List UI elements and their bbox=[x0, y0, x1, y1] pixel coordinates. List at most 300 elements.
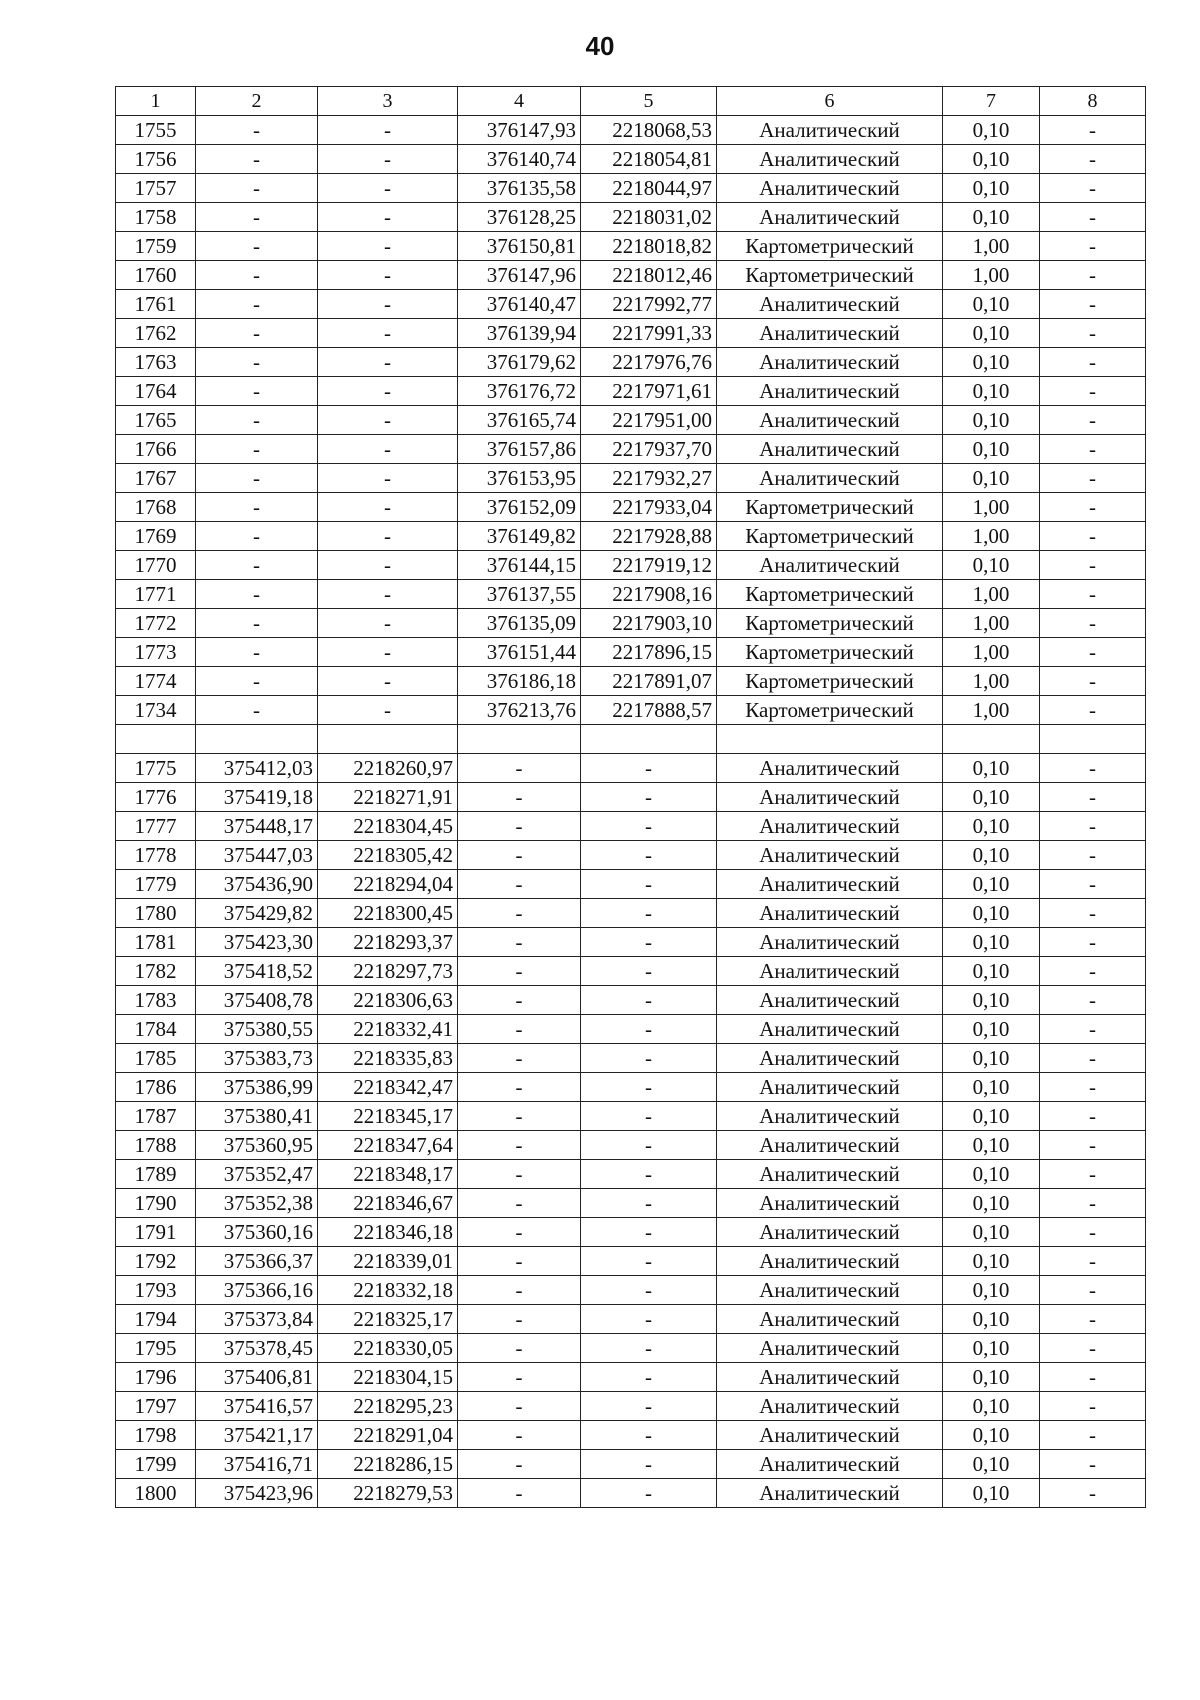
table-row bbox=[116, 1363, 1146, 1392]
cell-y-coordinate-2: - bbox=[581, 1392, 717, 1421]
page-number: 40 bbox=[585, 31, 615, 61]
table-row bbox=[116, 1421, 1146, 1450]
cell-note: - bbox=[1040, 1247, 1146, 1276]
cell-x-coordinate: 375412,03 bbox=[196, 754, 318, 783]
cell-x-coordinate: - bbox=[196, 609, 318, 638]
column-header-1: 1 bbox=[116, 87, 196, 116]
cell-point-number: 1764 bbox=[116, 377, 196, 406]
cell-accuracy: 1,00 bbox=[943, 522, 1040, 551]
table-row bbox=[116, 551, 1146, 580]
cell-point-number: 1780 bbox=[116, 899, 196, 928]
cell-accuracy: 1,00 bbox=[943, 493, 1040, 522]
cell-accuracy: 0,10 bbox=[943, 1073, 1040, 1102]
table-row bbox=[116, 435, 1146, 464]
cell-note: - bbox=[1040, 1276, 1146, 1305]
cell-x-coordinate: - bbox=[196, 377, 318, 406]
table-row bbox=[116, 290, 1146, 319]
cell-x-coordinate: 375352,38 bbox=[196, 1189, 318, 1218]
table-row bbox=[116, 1334, 1146, 1363]
cell-point-number: 1773 bbox=[116, 638, 196, 667]
cell-method: Аналитический bbox=[717, 1334, 943, 1363]
cell-x-coordinate: - bbox=[196, 406, 318, 435]
cell-note: - bbox=[1040, 406, 1146, 435]
cell-method: Аналитический bbox=[717, 870, 943, 899]
cell-accuracy: 1,00 bbox=[943, 667, 1040, 696]
cell-accuracy: 0,10 bbox=[943, 1247, 1040, 1276]
cell-point-number: 1777 bbox=[116, 812, 196, 841]
cell-x-coordinate: - bbox=[196, 638, 318, 667]
cell-y-coordinate: - bbox=[318, 551, 458, 580]
cell-accuracy: 1,00 bbox=[943, 638, 1040, 667]
table-row bbox=[116, 174, 1146, 203]
cell-x-coordinate: - bbox=[196, 493, 318, 522]
table-body bbox=[116, 87, 1146, 1508]
cell-note: - bbox=[1040, 348, 1146, 377]
cell-accuracy: 0,10 bbox=[943, 1305, 1040, 1334]
cell-accuracy: 0,10 bbox=[943, 812, 1040, 841]
cell-y-coordinate: 2218294,04 bbox=[318, 870, 458, 899]
cell-point-number: 1785 bbox=[116, 1044, 196, 1073]
cell-accuracy: 0,10 bbox=[943, 841, 1040, 870]
cell-x-coordinate: 375448,17 bbox=[196, 812, 318, 841]
cell-point-number: 1781 bbox=[116, 928, 196, 957]
cell-note: - bbox=[1040, 1450, 1146, 1479]
cell-x-coordinate: 375366,37 bbox=[196, 1247, 318, 1276]
cell-method: Аналитический bbox=[717, 1073, 943, 1102]
cell-accuracy: 1,00 bbox=[943, 261, 1040, 290]
cell-y-coordinate-2: 2217933,04 bbox=[581, 493, 717, 522]
cell-x-coordinate-2: 376135,09 bbox=[458, 609, 581, 638]
cell-y-coordinate: - bbox=[318, 696, 458, 725]
cell-accuracy: 0,10 bbox=[943, 464, 1040, 493]
cell-y-coordinate: 2218260,97 bbox=[318, 754, 458, 783]
cell-accuracy: 0,10 bbox=[943, 1015, 1040, 1044]
cell-x-coordinate-2: - bbox=[458, 899, 581, 928]
cell-y-coordinate: 2218305,42 bbox=[318, 841, 458, 870]
cell-x-coordinate-2: 376140,47 bbox=[458, 290, 581, 319]
cell-y-coordinate-2: - bbox=[581, 986, 717, 1015]
cell-y-coordinate-2: - bbox=[581, 1044, 717, 1073]
cell-method: Картометрический bbox=[717, 261, 943, 290]
cell-point-number: 1769 bbox=[116, 522, 196, 551]
cell-y-coordinate: 2218335,83 bbox=[318, 1044, 458, 1073]
table-row bbox=[116, 1102, 1146, 1131]
cell-note: - bbox=[1040, 1479, 1146, 1508]
cell-x-coordinate-2: - bbox=[458, 1392, 581, 1421]
cell-y-coordinate-2: 2217891,07 bbox=[581, 667, 717, 696]
cell-y-coordinate: 2218271,91 bbox=[318, 783, 458, 812]
cell-point-number: 1792 bbox=[116, 1247, 196, 1276]
cell-point-number bbox=[116, 725, 196, 754]
cell-point-number: 1790 bbox=[116, 1189, 196, 1218]
cell-method: Картометрический bbox=[717, 667, 943, 696]
table-row bbox=[116, 1218, 1146, 1247]
cell-note: - bbox=[1040, 957, 1146, 986]
cell-note: - bbox=[1040, 290, 1146, 319]
cell-y-coordinate: 2218304,15 bbox=[318, 1363, 458, 1392]
cell-method: Аналитический bbox=[717, 319, 943, 348]
table-row bbox=[116, 1044, 1146, 1073]
cell-note: - bbox=[1040, 319, 1146, 348]
table-row bbox=[116, 696, 1146, 725]
cell-y-coordinate: - bbox=[318, 435, 458, 464]
cell-y-coordinate-2: - bbox=[581, 841, 717, 870]
cell-x-coordinate-2: - bbox=[458, 1189, 581, 1218]
cell-y-coordinate-2: 2217976,76 bbox=[581, 348, 717, 377]
cell-x-coordinate: 375380,55 bbox=[196, 1015, 318, 1044]
cell-y-coordinate-2: - bbox=[581, 812, 717, 841]
cell-y-coordinate: 2218279,53 bbox=[318, 1479, 458, 1508]
cell-y-coordinate-2: - bbox=[581, 957, 717, 986]
cell-x-coordinate: 375378,45 bbox=[196, 1334, 318, 1363]
cell-method: Аналитический bbox=[717, 145, 943, 174]
table-row bbox=[116, 464, 1146, 493]
cell-x-coordinate-2: 376213,76 bbox=[458, 696, 581, 725]
cell-point-number: 1767 bbox=[116, 464, 196, 493]
cell-y-coordinate-2: - bbox=[581, 870, 717, 899]
cell-x-coordinate-2: - bbox=[458, 1160, 581, 1189]
cell-note: - bbox=[1040, 1421, 1146, 1450]
cell-accuracy: 0,10 bbox=[943, 899, 1040, 928]
cell-accuracy: 0,10 bbox=[943, 145, 1040, 174]
cell-y-coordinate-2: 2217928,88 bbox=[581, 522, 717, 551]
cell-y-coordinate: - bbox=[318, 377, 458, 406]
cell-note: - bbox=[1040, 261, 1146, 290]
cell-note: - bbox=[1040, 812, 1146, 841]
cell-y-coordinate: 2218297,73 bbox=[318, 957, 458, 986]
cell-x-coordinate: 375423,30 bbox=[196, 928, 318, 957]
cell-method: Аналитический bbox=[717, 928, 943, 957]
cell-accuracy: 0,10 bbox=[943, 754, 1040, 783]
table-row bbox=[116, 232, 1146, 261]
cell-note: - bbox=[1040, 145, 1146, 174]
cell-x-coordinate: 375419,18 bbox=[196, 783, 318, 812]
cell-point-number: 1771 bbox=[116, 580, 196, 609]
cell-accuracy: 0,10 bbox=[943, 870, 1040, 899]
cell-point-number: 1765 bbox=[116, 406, 196, 435]
cell-x-coordinate-2: 376140,74 bbox=[458, 145, 581, 174]
cell-x-coordinate-2: 376153,95 bbox=[458, 464, 581, 493]
cell-accuracy: 0,10 bbox=[943, 290, 1040, 319]
cell-note: - bbox=[1040, 870, 1146, 899]
cell-x-coordinate-2: 376151,44 bbox=[458, 638, 581, 667]
cell-y-coordinate-2: 2217932,27 bbox=[581, 464, 717, 493]
cell-method: Аналитический bbox=[717, 986, 943, 1015]
cell-x-coordinate: 375416,71 bbox=[196, 1450, 318, 1479]
cell-method: Аналитический bbox=[717, 377, 943, 406]
cell-y-coordinate-2: 2217919,12 bbox=[581, 551, 717, 580]
cell-point-number: 1800 bbox=[116, 1479, 196, 1508]
cell-x-coordinate: 375360,95 bbox=[196, 1131, 318, 1160]
cell-accuracy: 0,10 bbox=[943, 1479, 1040, 1508]
cell-point-number: 1794 bbox=[116, 1305, 196, 1334]
table-row bbox=[116, 348, 1146, 377]
table-row bbox=[116, 725, 1146, 754]
cell-method: Аналитический bbox=[717, 1247, 943, 1276]
cell-method: Аналитический bbox=[717, 1044, 943, 1073]
cell-y-coordinate-2: 2218031,02 bbox=[581, 203, 717, 232]
cell-y-coordinate-2: 2217888,57 bbox=[581, 696, 717, 725]
cell-accuracy: 0,10 bbox=[943, 377, 1040, 406]
cell-y-coordinate: - bbox=[318, 348, 458, 377]
cell-x-coordinate: - bbox=[196, 580, 318, 609]
cell-note: - bbox=[1040, 1102, 1146, 1131]
cell-note: - bbox=[1040, 986, 1146, 1015]
cell-x-coordinate: 375447,03 bbox=[196, 841, 318, 870]
table-header-row bbox=[116, 87, 1146, 116]
cell-point-number: 1756 bbox=[116, 145, 196, 174]
cell-point-number: 1783 bbox=[116, 986, 196, 1015]
cell-accuracy: 0,10 bbox=[943, 1392, 1040, 1421]
table-row bbox=[116, 1131, 1146, 1160]
cell-x-coordinate-2: - bbox=[458, 1276, 581, 1305]
cell-x-coordinate: 375360,16 bbox=[196, 1218, 318, 1247]
table-row bbox=[116, 1015, 1146, 1044]
cell-accuracy: 0,10 bbox=[943, 1276, 1040, 1305]
cell-method: Аналитический bbox=[717, 1160, 943, 1189]
cell-note: - bbox=[1040, 754, 1146, 783]
cell-x-coordinate: - bbox=[196, 522, 318, 551]
table-row bbox=[116, 1392, 1146, 1421]
cell-y-coordinate-2: - bbox=[581, 928, 717, 957]
cell-accuracy: 0,10 bbox=[943, 1363, 1040, 1392]
cell-x-coordinate: 375366,16 bbox=[196, 1276, 318, 1305]
cell-x-coordinate-2: 376150,81 bbox=[458, 232, 581, 261]
cell-point-number: 1766 bbox=[116, 435, 196, 464]
cell-method: Аналитический bbox=[717, 1479, 943, 1508]
cell-note: - bbox=[1040, 203, 1146, 232]
cell-x-coordinate-2: - bbox=[458, 1102, 581, 1131]
cell-point-number: 1762 bbox=[116, 319, 196, 348]
cell-y-coordinate: - bbox=[318, 290, 458, 319]
cell-accuracy: 0,10 bbox=[943, 203, 1040, 232]
cell-method: Аналитический bbox=[717, 348, 943, 377]
cell-y-coordinate-2: 2217903,10 bbox=[581, 609, 717, 638]
cell-note: - bbox=[1040, 116, 1146, 145]
cell-x-coordinate-2: - bbox=[458, 1334, 581, 1363]
cell-accuracy: 0,10 bbox=[943, 1189, 1040, 1218]
cell-method: Аналитический bbox=[717, 290, 943, 319]
cell-x-coordinate-2: - bbox=[458, 1247, 581, 1276]
cell-y-coordinate-2: - bbox=[581, 899, 717, 928]
table-row bbox=[116, 928, 1146, 957]
cell-note: - bbox=[1040, 1015, 1146, 1044]
cell-x-coordinate: - bbox=[196, 290, 318, 319]
cell-y-coordinate: - bbox=[318, 319, 458, 348]
cell-x-coordinate: 375416,57 bbox=[196, 1392, 318, 1421]
cell-accuracy: 0,10 bbox=[943, 1334, 1040, 1363]
cell-note: - bbox=[1040, 1334, 1146, 1363]
column-header-4: 4 bbox=[458, 87, 581, 116]
cell-note: - bbox=[1040, 1392, 1146, 1421]
cell-point-number: 1795 bbox=[116, 1334, 196, 1363]
cell-y-coordinate bbox=[318, 725, 458, 754]
cell-method: Картометрический bbox=[717, 522, 943, 551]
cell-method: Аналитический bbox=[717, 812, 943, 841]
table-row bbox=[116, 638, 1146, 667]
cell-accuracy: 0,10 bbox=[943, 174, 1040, 203]
cell-method: Аналитический bbox=[717, 1131, 943, 1160]
cell-y-coordinate: 2218286,15 bbox=[318, 1450, 458, 1479]
table-row bbox=[116, 406, 1146, 435]
cell-y-coordinate: - bbox=[318, 464, 458, 493]
coordinates-table bbox=[115, 86, 1146, 1508]
cell-point-number: 1761 bbox=[116, 290, 196, 319]
cell-x-coordinate-2: - bbox=[458, 1479, 581, 1508]
cell-point-number: 1779 bbox=[116, 870, 196, 899]
cell-x-coordinate-2: 376137,55 bbox=[458, 580, 581, 609]
cell-x-coordinate-2: - bbox=[458, 1131, 581, 1160]
cell-x-coordinate-2: - bbox=[458, 1073, 581, 1102]
cell-x-coordinate-2: 376176,72 bbox=[458, 377, 581, 406]
cell-x-coordinate: - bbox=[196, 145, 318, 174]
cell-y-coordinate-2: - bbox=[581, 1334, 717, 1363]
table-row bbox=[116, 203, 1146, 232]
cell-method: Аналитический bbox=[717, 174, 943, 203]
cell-x-coordinate-2: - bbox=[458, 754, 581, 783]
cell-method: Картометрический bbox=[717, 232, 943, 261]
cell-y-coordinate: 2218291,04 bbox=[318, 1421, 458, 1450]
cell-y-coordinate-2: - bbox=[581, 1276, 717, 1305]
cell-x-coordinate: - bbox=[196, 203, 318, 232]
cell-x-coordinate: - bbox=[196, 551, 318, 580]
column-header-8: 8 bbox=[1040, 87, 1146, 116]
table-row bbox=[116, 1073, 1146, 1102]
cell-note: - bbox=[1040, 1363, 1146, 1392]
cell-x-coordinate: 375386,99 bbox=[196, 1073, 318, 1102]
cell-x-coordinate-2: 376147,93 bbox=[458, 116, 581, 145]
table-row bbox=[116, 812, 1146, 841]
cell-accuracy: 0,10 bbox=[943, 348, 1040, 377]
cell-y-coordinate-2: 2218054,81 bbox=[581, 145, 717, 174]
table-row bbox=[116, 609, 1146, 638]
cell-method: Аналитический bbox=[717, 1363, 943, 1392]
cell-method: Аналитический bbox=[717, 754, 943, 783]
cell-x-coordinate-2: - bbox=[458, 957, 581, 986]
cell-y-coordinate: - bbox=[318, 609, 458, 638]
cell-y-coordinate: 2218339,01 bbox=[318, 1247, 458, 1276]
cell-point-number: 1757 bbox=[116, 174, 196, 203]
cell-x-coordinate: - bbox=[196, 319, 318, 348]
cell-accuracy: 1,00 bbox=[943, 609, 1040, 638]
cell-point-number: 1797 bbox=[116, 1392, 196, 1421]
cell-note: - bbox=[1040, 1044, 1146, 1073]
cell-x-coordinate: 375436,90 bbox=[196, 870, 318, 899]
column-header-5: 5 bbox=[581, 87, 717, 116]
cell-method: Аналитический bbox=[717, 551, 943, 580]
cell-point-number: 1788 bbox=[116, 1131, 196, 1160]
column-header-2: 2 bbox=[196, 87, 318, 116]
cell-point-number: 1789 bbox=[116, 1160, 196, 1189]
cell-y-coordinate-2: - bbox=[581, 1189, 717, 1218]
cell-y-coordinate: 2218332,41 bbox=[318, 1015, 458, 1044]
cell-method: Картометрический bbox=[717, 696, 943, 725]
table-row bbox=[116, 1305, 1146, 1334]
cell-note: - bbox=[1040, 580, 1146, 609]
table-row bbox=[116, 1160, 1146, 1189]
cell-note: - bbox=[1040, 551, 1146, 580]
cell-method: Аналитический bbox=[717, 1102, 943, 1131]
cell-note: - bbox=[1040, 1218, 1146, 1247]
cell-y-coordinate-2: 2217991,33 bbox=[581, 319, 717, 348]
cell-note: - bbox=[1040, 1189, 1146, 1218]
cell-x-coordinate: - bbox=[196, 116, 318, 145]
cell-note: - bbox=[1040, 1160, 1146, 1189]
cell-x-coordinate-2: - bbox=[458, 812, 581, 841]
cell-x-coordinate-2: 376179,62 bbox=[458, 348, 581, 377]
cell-point-number: 1774 bbox=[116, 667, 196, 696]
cell-accuracy: 0,10 bbox=[943, 1160, 1040, 1189]
cell-method: Аналитический bbox=[717, 203, 943, 232]
cell-method: Аналитический bbox=[717, 1189, 943, 1218]
cell-method: Аналитический bbox=[717, 435, 943, 464]
cell-y-coordinate: 2218346,67 bbox=[318, 1189, 458, 1218]
cell-x-coordinate-2: - bbox=[458, 1450, 581, 1479]
cell-y-coordinate-2: 2217908,16 bbox=[581, 580, 717, 609]
cell-y-coordinate: 2218346,18 bbox=[318, 1218, 458, 1247]
cell-method: Картометрический bbox=[717, 493, 943, 522]
cell-method: Картометрический bbox=[717, 609, 943, 638]
table-row bbox=[116, 377, 1146, 406]
table-row bbox=[116, 667, 1146, 696]
cell-method: Аналитический bbox=[717, 1276, 943, 1305]
cell-x-coordinate bbox=[196, 725, 318, 754]
cell-note: - bbox=[1040, 1305, 1146, 1334]
cell-method: Аналитический bbox=[717, 899, 943, 928]
cell-point-number: 1784 bbox=[116, 1015, 196, 1044]
cell-x-coordinate: 375421,17 bbox=[196, 1421, 318, 1450]
cell-point-number: 1759 bbox=[116, 232, 196, 261]
table-row bbox=[116, 841, 1146, 870]
cell-point-number: 1770 bbox=[116, 551, 196, 580]
cell-point-number: 1760 bbox=[116, 261, 196, 290]
cell-point-number: 1799 bbox=[116, 1450, 196, 1479]
cell-x-coordinate-2: 376128,25 bbox=[458, 203, 581, 232]
cell-y-coordinate: 2218300,45 bbox=[318, 899, 458, 928]
cell-point-number: 1796 bbox=[116, 1363, 196, 1392]
cell-x-coordinate: 375408,78 bbox=[196, 986, 318, 1015]
cell-point-number: 1772 bbox=[116, 609, 196, 638]
column-header-7: 7 bbox=[943, 87, 1040, 116]
cell-accuracy: 0,10 bbox=[943, 783, 1040, 812]
cell-note bbox=[1040, 725, 1146, 754]
cell-x-coordinate-2: 376144,15 bbox=[458, 551, 581, 580]
cell-y-coordinate-2: 2218018,82 bbox=[581, 232, 717, 261]
table-row bbox=[116, 145, 1146, 174]
cell-x-coordinate: - bbox=[196, 667, 318, 696]
cell-x-coordinate-2: 376186,18 bbox=[458, 667, 581, 696]
cell-y-coordinate: - bbox=[318, 406, 458, 435]
cell-note: - bbox=[1040, 667, 1146, 696]
cell-note: - bbox=[1040, 232, 1146, 261]
cell-x-coordinate: 375423,96 bbox=[196, 1479, 318, 1508]
table-row bbox=[116, 522, 1146, 551]
table-row bbox=[116, 580, 1146, 609]
table-row bbox=[116, 870, 1146, 899]
cell-y-coordinate-2: 2217951,00 bbox=[581, 406, 717, 435]
cell-y-coordinate-2: - bbox=[581, 1305, 717, 1334]
cell-x-coordinate-2: - bbox=[458, 1363, 581, 1392]
cell-accuracy: 1,00 bbox=[943, 696, 1040, 725]
column-header-3: 3 bbox=[318, 87, 458, 116]
table-row bbox=[116, 1276, 1146, 1305]
cell-accuracy: 0,10 bbox=[943, 319, 1040, 348]
cell-y-coordinate: 2218293,37 bbox=[318, 928, 458, 957]
cell-method: Аналитический bbox=[717, 406, 943, 435]
cell-point-number: 1787 bbox=[116, 1102, 196, 1131]
cell-accuracy: 0,10 bbox=[943, 986, 1040, 1015]
cell-x-coordinate: - bbox=[196, 696, 318, 725]
